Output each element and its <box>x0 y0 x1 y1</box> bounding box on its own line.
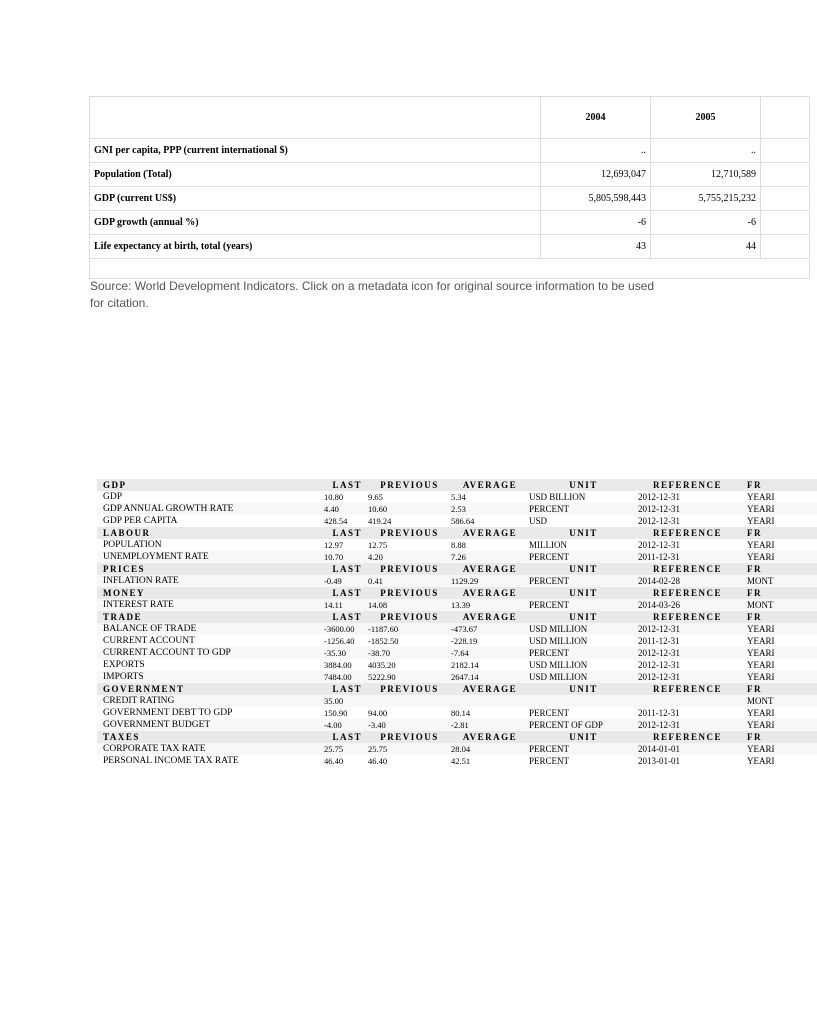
column-header-last: LAST <box>324 479 368 491</box>
indicator-frequency: YEARI <box>747 516 775 526</box>
indicator-average: 586.64 <box>451 516 475 526</box>
indicator-name: GOVERNMENT BUDGET <box>97 719 324 731</box>
indicator-frequency: YEARI <box>747 708 775 718</box>
column-header-unit: UNIT <box>529 527 638 539</box>
indicator-average: -228.19 <box>451 636 478 646</box>
indicator-row <box>97 707 817 719</box>
indicator-unit: PERCENT <box>529 743 638 755</box>
indicator-row <box>97 599 817 611</box>
wdi-year-header <box>90 97 541 139</box>
indicator-last: 14.11 <box>324 599 368 611</box>
indicator-reference: 2011-12-31 <box>638 708 680 718</box>
indicator-last: 12.97 <box>324 540 344 550</box>
column-header-frequency: FR <box>737 479 817 491</box>
wdi-row <box>90 187 810 211</box>
indicator-last: 428.54 <box>324 516 348 526</box>
section-title: LABOUR <box>97 527 324 539</box>
section-title: TAXES <box>97 731 324 743</box>
indicator-unit: USD MILLION <box>529 636 588 646</box>
column-header-previous: PREVIOUS <box>368 587 451 599</box>
indicator-name: IMPORTS <box>97 671 324 683</box>
indicator-last: -4.00 <box>324 719 368 731</box>
indicator-reference: 2012-12-31 <box>638 719 737 731</box>
wdi-indicator-label: Life expectancy at birth, total (years) <box>90 235 541 259</box>
section-header-row <box>97 683 817 695</box>
indicator-row <box>97 659 817 671</box>
column-header-reference: REFERENCE <box>638 683 737 695</box>
indicator-average: -7.64 <box>451 647 529 659</box>
section-title: TRADE <box>97 611 324 623</box>
indicator-row <box>97 575 817 587</box>
column-header-average: AVERAGE <box>451 683 529 695</box>
indicator-name: CURRENT ACCOUNT TO GDP <box>97 647 324 659</box>
indicator-row <box>97 755 817 767</box>
indicator-name: EXPORTS <box>103 660 145 670</box>
column-header-previous: PREVIOUS <box>368 611 451 623</box>
indicator-name: POPULATION <box>103 540 162 550</box>
wdi-footer-row <box>90 259 810 279</box>
indicator-unit: USD BILLION <box>529 492 586 502</box>
indicator-row <box>97 539 817 551</box>
indicator-row <box>97 671 817 683</box>
indicator-previous: 4035.20 <box>368 660 396 670</box>
indicator-last: -0.49 <box>324 575 368 587</box>
indicator-average: 1129.29 <box>451 575 529 587</box>
indicator-reference: 2011-12-31 <box>638 551 737 563</box>
indicator-unit: PERCENT OF GDP <box>529 719 638 731</box>
indicator-row <box>97 635 817 647</box>
column-header-last: LAST <box>324 683 368 695</box>
column-header-frequency: FR <box>737 731 817 743</box>
column-header-average: AVERAGE <box>451 563 529 575</box>
economic-indicators-table <box>97 479 817 767</box>
column-header-previous: PREVIOUS <box>368 563 451 575</box>
wdi-indicator-label: GNI per capita, PPP (current international $) <box>90 139 541 163</box>
wdi-row <box>90 139 810 163</box>
indicator-row <box>97 647 817 659</box>
indicator-row <box>97 719 817 731</box>
indicator-frequency: YEARI <box>747 636 775 646</box>
indicator-frequency: YEARI <box>737 671 817 683</box>
column-header-reference: REFERENCE <box>638 587 737 599</box>
indicator-previous: 419.24 <box>368 516 392 526</box>
source-note: Source: World Development Indicators. Click on a metadata icon for original source information to be used for citation. <box>90 279 655 310</box>
indicator-unit: PERCENT <box>529 756 570 766</box>
wdi-cell <box>761 139 810 163</box>
indicator-unit: PERCENT <box>529 551 638 563</box>
indicator-frequency: YEARI <box>737 719 817 731</box>
column-header-reference: REFERENCE <box>638 527 737 539</box>
wdi-value-2004: 43 <box>541 235 651 259</box>
indicator-average: 28.04 <box>451 743 529 755</box>
indicator-row <box>97 503 817 515</box>
indicator-row <box>97 743 817 755</box>
indicator-reference: 2012-12-31 <box>638 660 680 670</box>
indicator-average: 80.14 <box>451 708 471 718</box>
indicator-average: 5.34 <box>451 492 466 502</box>
indicator-last: 10.70 <box>324 551 368 563</box>
indicator-name: GOVERNMENT DEBT TO GDP <box>103 708 233 718</box>
column-header-frequency: FR <box>737 611 817 623</box>
wdi-row <box>90 235 810 259</box>
wdi-table-container <box>89 96 768 279</box>
indicator-last: 7484.00 <box>324 671 368 683</box>
indicator-name: CURRENT ACCOUNT <box>103 636 195 646</box>
indicator-previous: 10.60 <box>368 503 451 515</box>
indicator-last: 25.75 <box>324 743 368 755</box>
indicator-reference: 2013-01-01 <box>638 756 680 766</box>
indicator-name: PERSONAL INCOME TAX RATE <box>103 756 239 766</box>
wdi-cell <box>761 211 810 235</box>
wdi-value-2004: .. <box>541 139 651 163</box>
indicator-frequency: YEARI <box>737 623 817 635</box>
wdi-cell <box>761 97 810 139</box>
wdi-value-2005: -6 <box>651 211 761 235</box>
indicator-frequency: YEARI <box>737 551 817 563</box>
section-header-row <box>97 527 817 539</box>
wdi-footer-cell <box>90 259 810 279</box>
column-header-reference: REFERENCE <box>638 731 737 743</box>
indicator-frequency: YEARI <box>737 647 817 659</box>
indicator-unit: PERCENT <box>529 708 570 718</box>
indicator-name: GDP ANNUAL GROWTH RATE <box>97 503 324 515</box>
section-title: GDP <box>97 479 324 491</box>
indicator-last: 4.40 <box>324 503 368 515</box>
indicator-reference: 2012-12-31 <box>638 623 737 635</box>
indicator-last: -3600.00 <box>324 623 368 635</box>
economic-indicators-container <box>97 479 775 779</box>
indicator-name: CORPORATE TAX RATE <box>97 743 324 755</box>
column-header-last: LAST <box>324 587 368 599</box>
indicator-reference: 2012-12-31 <box>638 516 680 526</box>
wdi-indicator-label: GDP growth (annual %) <box>90 211 541 235</box>
indicator-name: BALANCE OF TRADE <box>97 623 324 635</box>
indicator-unit <box>529 695 638 707</box>
indicator-previous: -38.70 <box>368 647 451 659</box>
wdi-value-2004: -6 <box>541 211 651 235</box>
indicator-previous: 12.75 <box>368 540 388 550</box>
indicator-row <box>97 551 817 563</box>
indicator-name: UNEMPLOYMENT RATE <box>97 551 324 563</box>
indicator-previous: 0.41 <box>368 575 451 587</box>
indicator-reference: 2012-12-31 <box>638 492 680 502</box>
wdi-value-2004: 5,805,598,443 <box>541 187 651 211</box>
wdi-indicator-label: GDP (current US$) <box>90 187 541 211</box>
indicator-reference <box>638 695 737 707</box>
indicator-average: 2647.14 <box>451 671 529 683</box>
column-header-unit: UNIT <box>529 611 638 623</box>
indicator-unit: PERCENT <box>529 503 638 515</box>
column-header-unit: UNIT <box>529 479 638 491</box>
indicator-average: -473.67 <box>451 623 529 635</box>
column-header-last: LAST <box>324 527 368 539</box>
column-header-last: LAST <box>324 731 368 743</box>
column-header-last: LAST <box>324 611 368 623</box>
indicator-last: 3884.00 <box>324 660 352 670</box>
indicator-reference: 2012-12-31 <box>638 647 737 659</box>
indicator-last: 10.80 <box>324 492 344 502</box>
section-title: MONEY <box>97 587 324 599</box>
column-header-reference: REFERENCE <box>638 479 737 491</box>
indicator-unit: USD MILLION <box>529 671 638 683</box>
column-header-previous: PREVIOUS <box>368 731 451 743</box>
column-header-last: LAST <box>324 563 368 575</box>
wdi-cell <box>761 163 810 187</box>
indicator-name: INTEREST RATE <box>97 599 324 611</box>
indicator-name: GDP PER CAPITA <box>103 516 178 526</box>
indicator-previous: 94.00 <box>368 708 388 718</box>
column-header-average: AVERAGE <box>451 611 529 623</box>
indicator-average: -2.81 <box>451 719 529 731</box>
wdi-value-2005: 5,755,215,232 <box>651 187 761 211</box>
indicator-previous: -3.40 <box>368 719 451 731</box>
section-header-row <box>97 479 817 491</box>
column-header-average: AVERAGE <box>451 587 529 599</box>
indicator-reference: 2012-12-31 <box>638 503 737 515</box>
indicator-average: 2.53 <box>451 503 529 515</box>
indicator-frequency: YEARI <box>737 743 817 755</box>
column-header-frequency: FR <box>737 563 817 575</box>
indicator-unit: PERCENT <box>529 599 638 611</box>
indicator-name: INFLATION RATE <box>97 575 324 587</box>
wdi-value-2004: 12,693,047 <box>541 163 651 187</box>
indicator-unit: PERCENT <box>529 575 638 587</box>
indicator-last: -1256.40 <box>324 636 355 646</box>
indicator-name: GDP <box>103 492 123 502</box>
indicator-last: 46.40 <box>324 756 344 766</box>
column-header-previous: PREVIOUS <box>368 683 451 695</box>
indicator-frequency: YEARI <box>747 540 775 550</box>
wdi-row <box>90 211 810 235</box>
column-header-previous: PREVIOUS <box>368 479 451 491</box>
wdi-header-row <box>90 97 810 139</box>
indicator-previous: -1187.60 <box>368 623 451 635</box>
indicator-previous: 46.40 <box>368 756 388 766</box>
indicator-previous: 25.75 <box>368 743 451 755</box>
indicator-frequency: MONT <box>737 599 817 611</box>
indicator-average: 13.39 <box>451 599 529 611</box>
section-title: PRICES <box>97 563 324 575</box>
indicator-average: 7.26 <box>451 551 529 563</box>
indicator-previous <box>368 695 451 707</box>
wdi-value-2005: 44 <box>651 235 761 259</box>
indicator-last: -35.30 <box>324 647 368 659</box>
indicator-previous: 9.65 <box>368 492 383 502</box>
indicator-previous: -1852.50 <box>368 636 399 646</box>
section-header-row <box>97 563 817 575</box>
indicator-row <box>97 623 817 635</box>
indicator-unit: MILLION <box>529 540 567 550</box>
indicator-name: CREDIT RATING <box>97 695 324 707</box>
section-header-row <box>97 731 817 743</box>
column-header-reference: REFERENCE <box>638 611 737 623</box>
indicator-reference: 2012-12-31 <box>638 671 737 683</box>
column-header-average: AVERAGE <box>451 527 529 539</box>
indicator-row <box>97 515 817 527</box>
wdi-cell <box>761 187 810 211</box>
indicator-frequency: YEARI <box>747 756 775 766</box>
wdi-table <box>89 96 810 279</box>
wdi-year-header: 2005 <box>651 97 761 139</box>
section-header-row <box>97 587 817 599</box>
indicator-average: 2182.14 <box>451 660 479 670</box>
column-header-unit: UNIT <box>529 563 638 575</box>
column-header-previous: PREVIOUS <box>368 527 451 539</box>
indicator-previous: 4.20 <box>368 551 451 563</box>
indicator-unit: USD <box>529 516 548 526</box>
indicator-row <box>97 491 817 503</box>
indicator-average <box>451 695 529 707</box>
section-title: GOVERNMENT <box>97 683 324 695</box>
indicator-previous: 14.08 <box>368 599 451 611</box>
indicator-unit: USD MILLION <box>529 660 588 670</box>
column-header-average: AVERAGE <box>451 731 529 743</box>
indicator-average: 42.51 <box>451 756 471 766</box>
wdi-cell <box>761 235 810 259</box>
indicator-unit: PERCENT <box>529 647 638 659</box>
wdi-indicator-label: Population (Total) <box>90 163 541 187</box>
indicator-unit: USD MILLION <box>529 623 638 635</box>
indicator-frequency: YEARI <box>747 660 775 670</box>
indicator-row <box>97 695 817 707</box>
indicator-previous: 5222.90 <box>368 671 451 683</box>
column-header-frequency: FR <box>737 683 817 695</box>
wdi-value-2005: 12,710,589 <box>651 163 761 187</box>
column-header-frequency: FR <box>737 587 817 599</box>
indicator-frequency: YEARI <box>737 503 817 515</box>
column-header-unit: UNIT <box>529 683 638 695</box>
indicator-frequency: YEARI <box>747 492 775 502</box>
column-header-unit: UNIT <box>529 731 638 743</box>
indicator-reference: 2014-02-28 <box>638 575 737 587</box>
indicator-frequency: MONT <box>737 695 817 707</box>
section-header-row <box>97 611 817 623</box>
indicator-last: 35.00 <box>324 695 368 707</box>
column-header-unit: UNIT <box>529 587 638 599</box>
indicator-frequency: MONT <box>737 575 817 587</box>
indicator-reference: 2011-12-31 <box>638 636 680 646</box>
indicator-last: 150.90 <box>324 708 348 718</box>
indicator-reference: 2014-03-26 <box>638 599 737 611</box>
wdi-year-header: 2004 <box>541 97 651 139</box>
column-header-frequency: FR <box>737 527 817 539</box>
wdi-value-2005: .. <box>651 139 761 163</box>
indicator-reference: 2012-12-31 <box>638 540 680 550</box>
column-header-reference: REFERENCE <box>638 563 737 575</box>
indicator-reference: 2014-01-01 <box>638 743 737 755</box>
wdi-row <box>90 163 810 187</box>
indicator-average: 8.88 <box>451 540 466 550</box>
column-header-average: AVERAGE <box>451 479 529 491</box>
